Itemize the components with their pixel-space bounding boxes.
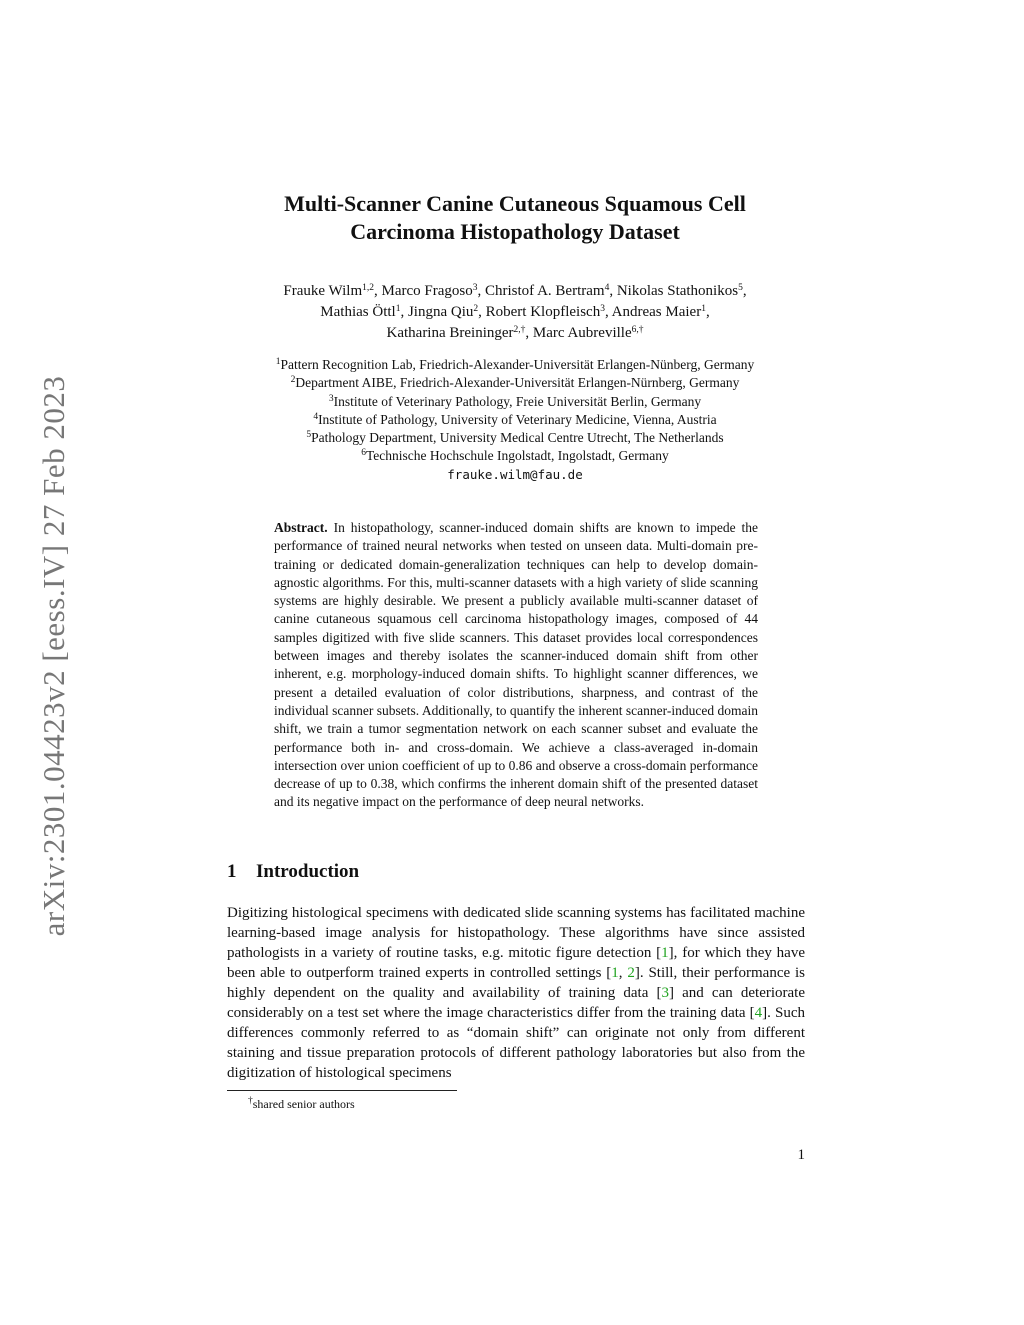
abstract [274,519,758,812]
introduction-paragraph [227,903,805,1083]
author: Marco Fragoso$^3$, [381,283,485,299]
title-line-2: Carcinoma Histopathology Dataset [350,219,680,244]
text-segment: , [618,965,628,981]
footnote [248,1097,355,1112]
text-segment: ]. Still, their performance is highly dependent on the quality and availability of training data [ [227,965,805,1001]
abstract-text: In histopathology, scanner-induced domain shifts are known to impede the performance of trained neural networks when tested on unseen data. Multi-domain pre-training or dedicated domain-generalization techniques can help to develop domain-agnostic algorithms. For this, multi-scanner datasets with a high variety of slide scanning systems are highly desirable. We present a publicly available multi-scanner dataset of canine cutaneous squamous cell carcinoma histopathology images, composed of 44 samples digitized with five slide scanners. This dataset provides local correspondences between images and thereby isolates the scanner-induced domain shift from other inherent, e.g. morphology-induced domain shifts. To highlight scanner differences, we present a detailed evaluation of color distributions, sharpness, and contrast of the individual scanner subsets. Additionally, to quantify the inherent scanner-induced domain shift, we train a tumor segmentation network on each scanner subset and evaluate the performance both in- and cross-domain. We achieve a class-averaged in-domain intersection over union coefficient of up to 0.86 and observe a cross-domain performance decrease of up to 0.38, which confirms the inherent domain shift of the presented dataset and its negative impact on the performance of deep neural networks. [274,520,758,810]
section-title: Introduction [256,861,360,882]
citation-link[interactable]: 3 [661,985,670,1001]
author: Christof A. Bertram$^4$, [484,283,617,299]
author: Marc Aubreville$^{6,\dagger}$ [532,325,644,341]
abstract-label: Abstract. [274,520,328,535]
citation-link[interactable]: 4 [754,1005,763,1021]
contact-email[interactable]: frauke.wilm@fau.de [447,466,583,482]
arxiv-identifier-stamp: arXiv:2301.04423v2 [eess.IV] 27 Feb 2023 [36,375,71,937]
author: Andreas Maier$^1$, [611,304,710,320]
text-segment: ] and can deteriorate considerably on a test set where the image characteristics differ from the training data [ [227,985,805,1021]
footnote-text: shared senior authors [252,1097,355,1111]
text-segment: ], for which they have been able to outperform trained experts in controlled settings [ [227,945,805,981]
text-segment: Digitizing histological specimens with dedicated slide scanning systems has facilitated machine learning-based image analysis for histopathology. These algorithms have since assisted pathologists in a variety of routine tasks, e.g. mitotic figure detection [ [227,905,805,961]
footnote-mark: † [248,1096,253,1106]
citation-link[interactable]: 2 [627,965,635,981]
affiliation: $^4$Institute of Pathology, University of Veterinary Medicine, Vienna, Austria [313,411,717,427]
affiliation: $^2$Department AIBE, Friedrich-Alexander-Universität Erlangen-Nürnberg, Germany [290,375,740,391]
author: Mathias Öttl$^1$, [320,304,408,320]
citation-link[interactable]: 1 [661,945,669,961]
affiliation: $^5$Pathology Department, University Medical Centre Utrecht, The Netherlands [306,430,724,446]
section-heading [227,861,359,883]
citation-link[interactable]: 1 [611,965,619,981]
affiliation: $^6$Technische Hochschule Ingolstadt, Ingolstadt, Germany [361,448,669,464]
author: Frauke Wilm$^{1,2}$, [283,283,382,299]
footnote-divider [227,1090,457,1091]
author: Katharina Breininger$^{2,\dagger}$, [386,325,533,341]
page-number: 1 [797,1147,805,1163]
affiliation: $^1$Pattern Recognition Lab, Friedrich-Alexander-Universität Erlangen-Nünberg, Germany [275,357,755,372]
affiliation-list [180,356,850,484]
text-segment: ]. Such differences commonly referred to as “domain shift” can originate not only from different staining and tissue preparation protocols of different pathology laboratories but also from the digitization of histological specimens [227,1005,805,1081]
paper-title [180,190,850,246]
author-list [180,281,850,344]
title-line-1: Multi-Scanner Canine Cutaneous Squamous Cell [284,191,746,216]
section-number: 1 [227,861,237,882]
author: Nikolas Stathonikos$^5$, [616,283,747,299]
affiliation: $^3$Institute of Veterinary Pathology, Freie Universität Berlin, Germany [328,393,702,409]
author: Robert Klopfleisch$^3$, [485,304,612,320]
author: Jingna Qiu$^2$, [407,304,486,320]
